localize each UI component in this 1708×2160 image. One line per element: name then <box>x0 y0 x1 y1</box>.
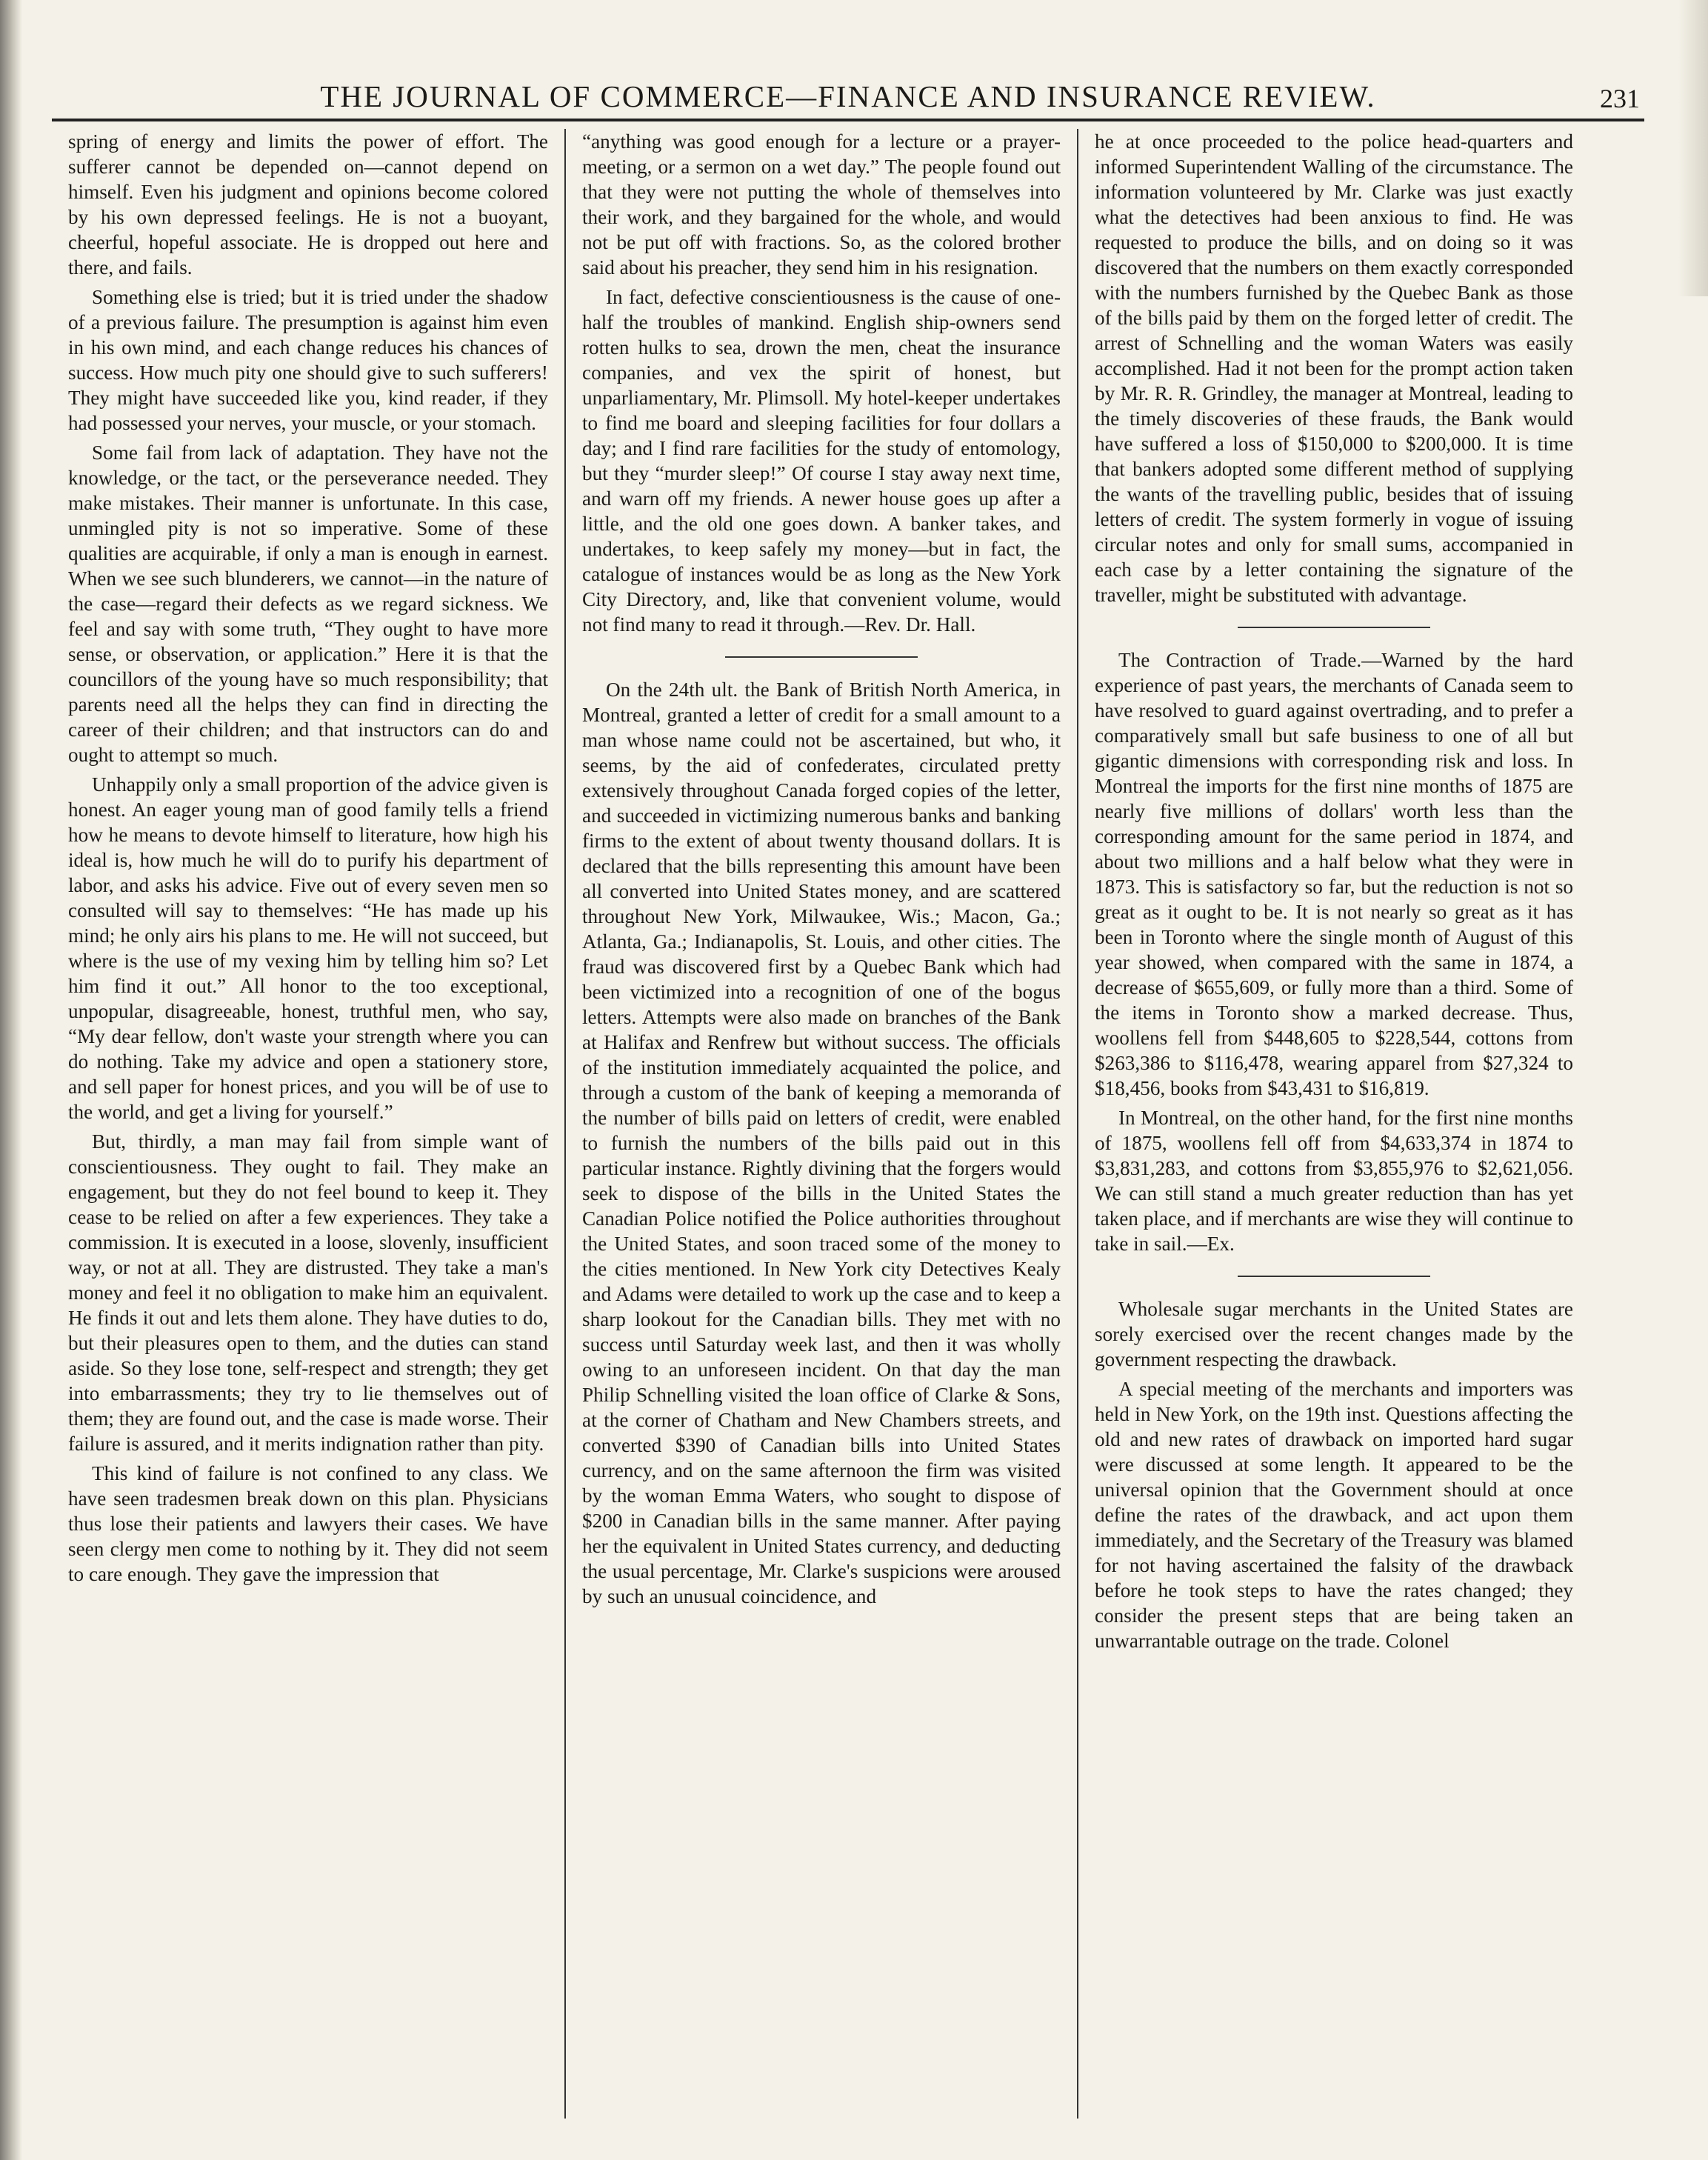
scan-edge-right <box>1678 0 1708 296</box>
column-1 <box>52 129 564 2119</box>
paragraph: A special meeting of the merchants and importers was held in New York, on the 19th inst. Questions affecting the old and new rates of drawback on imported hard sugar were discussed at some length. It appeared to be the universal opinion that the Government should at once define the rates of the drawback, and act upon them immediately, and the Secretary of the Treasury was blamed for not having ascertained the falsity of the drawback before he took steps to have the rates changed; they consider the present steps that are being taken an unwarrantable outrage on the trade. Colonel <box>1095 1378 1573 1652</box>
paragraph: The Contraction of Trade.—Warned by the hard experience of past years, the merchants of Canada seem to have resolved to guard against overtrading, and to prefer a comparatively small but safe business to one of all but gigantic dimensions with corresponding risk and loss. In Montreal the imports for the first nine months of 1875 are nearly five millions of dollars' worth less than the corresponding amount for the same period in 1874, and about two millions and a half below what they were in 1873. This is satisfactory so far, but the reduction is not so great as it ought to be. It is not nearly so great as it has been in Toronto where the single month of August of this year showed, when compared with the same in 1874, a decrease of $655,609, or fully more than a third. Some of the items in Toronto show a marked decrease. Thus, woollens fell from $448,605 to $228,544, cottons from $263,386 to $116,478, wearing apparel from $27,324 to $18,456, books from $43,431 to $16,819. <box>1095 649 1573 1099</box>
paragraph: On the 24th ult. the Bank of British North America, in Montreal, granted a letter of credit for a small amount to a man whose name could not be ascertained, but who, it seems, by the aid of confederates, circulated pretty extensively throughout Canada forged copies of the letter, and succeeded in victimizing numerous banks and banking firms to the extent of about twenty thousand dollars. It is declared that the bills representing this amount have been all converted into United States money, and are scattered throughout New York, Milwaukee, Wis.; Macon, Ga.; Atlanta, Ga.; Indianapolis, St. Louis, and other cities. The fraud was discovered first by a Quebec Bank which had been victimized into a recognition of one of the bogus letters. Attempts were also made on branches of the Bank at Halifax and Renfrew but without success. The officials of the institution immediately acquainted the police, and through a custom of the bank of keeping a memoranda of the number of bills paid on letters of credit, were enabled to furnish the numbers of the bills paid out in this particular instance. Rightly divining that the forgers would seek to dispose of the bills in the United States the Canadian Police notified the Police authorities throughout the United States, and soon traced some of the money to the cities mentioned. In New York city Detectives Kealy and Adams were detailed to work up the case and to keep a sharp lookout for the Canadian bills. They met with no success until Saturday week last, and then it was wholly owing to an unforeseen incident. On that day the man Philip Schnelling visited the loan office of Clarke & Sons, at the corner of Chatham and New Chambers streets, and converted $390 of Canadian bills into United States currency, and on the same afternoon the firm was visited by the woman Emma Waters, who sought to dispose of $200 in Canadian bills in the same manner. After paying her the equivalent in United States currency, and deducting the usual percentage, Mr. Clarke's suspicions were aroused by such an unusual coincidence, and <box>582 679 1061 1607</box>
paragraph: In fact, defective conscientiousness is the cause of one-half the troubles of mankind. English ship-owners send rotten hulks to sea, drown the men, cheat the insurance companies, and vex the spirit of honest, but unparliamentary, Mr. Plimsoll. My hotel-keeper undertakes to find me board and sleeping facilities for four dollars a day; and I find rare facilities for the study of entomology, but they “murder sleep!” Of course I stay away next time, and warn off my friends. A newer house goes up after a little, and the old one goes down. A banker takes, and undertakes, to keep safely my money—but in fact, the catalogue of instances would be as long as the New York City Directory, and, like that convenient volume, would not find many to read it through.—Rev. Dr. Hall. <box>582 286 1061 636</box>
column-3 <box>1077 129 1589 2119</box>
paragraph: But, thirdly, a man may fail from simple want of conscientiousness. They ought to fail. They make an engagement, but they do not feel bound to keep it. They cease to be relied on after a few experiences. They take a commission. It is executed in a loose, slovenly, insufficient way, or not at all. They are distrusted. They take a man's money and feel it no obligation to make him an equivalent. He finds it out and lets them alone. They have duties to do, but their pleasures open to them, and the duties can stand aside. So they lose tone, self-respect and strength; they get into embarrassments; they try to lie themselves out of them; they are found out, and the case is made worse. Their failure is assured, and it merits indignation rather than pity. <box>68 1130 549 1455</box>
page-header <box>52 67 1644 121</box>
paragraph: This kind of failure is not confined to any class. We have seen tradesmen break down on this plan. Physicians thus lose their patients and lawyers their cases. We have seen clergy men come to nothing by it. They did not seem to care enough. They gave the impression that <box>68 1462 548 1585</box>
newspaper-page <box>52 67 1644 2119</box>
page-number: 231 <box>1600 84 1640 113</box>
section-divider <box>1238 1276 1430 1277</box>
paragraph: Wholesale sugar merchants in the United States are sorely exercised over the recent changes made by the government respecting the drawback. <box>1095 1298 1573 1370</box>
paragraph: In Montreal, on the other hand, for the first nine months of 1875, woollens fell off from $4,633,374 in 1874 to $3,831,283, and cottons from $3,855,976 to $2,621,056. We can still stand a much greater reduction than has yet taken place, and if merchants are wise they will continue to take in sail.—Ex. <box>1095 1107 1573 1255</box>
paragraph: Some fail from lack of adaptation. They have not the knowledge, or the tact, or the perseverance needed. They make mistakes. Their manner is unfortunate. In this case, unmingled pity is not so imperative. Some of these qualities are acquirable, if only a man is enough in earnest. When we see such blunderers, we cannot—in the nature of the case—regard their defects as we regard sickness. We feel and say with some truth, “They ought to have more sense, or observation, or application.” Here it is that the councillors of the young have so much responsibility; that parents need all the helps they can find in directing the career of their children; and that instructors can do and ought to attempt so much. <box>68 441 548 766</box>
text-columns <box>52 129 1644 2119</box>
scan-edge-shadow <box>0 0 22 2160</box>
section-divider <box>1238 627 1430 628</box>
paragraph: he at once proceeded to the police head-quarters and informed Superintendent Walling of the circumstance. The information volunteered by Mr. Clarke was just exactly what the detectives had been anxious to find. He was requested to produce the bills, and on doing so it was discovered that the numbers on them exactly corresponded with the numbers furnished by the Quebec Bank as those of the bills paid by them on the forged letter of credit. The arrest of Schnelling and the woman Waters was easily accomplished. Had it not been for the prompt action taken by Mr. R. R. Grindley, the manager at Montreal, leading to the timely discoveries of these frauds, the Bank would have suffered a loss of $150,000 to $200,000. It is time that bankers adopted some different method of supplying the wants of the travelling public, besides that of issuing letters of credit. The system formerly in vogue of issuing circular notes and only for small sums, accompanied in each case by a letter containing the signature of the traveller, might be substituted with advantage. <box>1095 130 1573 606</box>
paragraph: Something else is tried; but it is tried under the shadow of a previous failure. The presumption is against him even in his own mind, and each change reduces his chances of success. How much pity one should give to such sufferers! They might have succeeded like you, kind reader, if they had possessed your nerves, your muscle, or your stomach. <box>68 286 548 434</box>
paragraph: Unhappily only a small proportion of the advice given is honest. An eager young man of good family tells a friend how he means to devote himself to literature, how high his ideal is, how much he will do to purify his department of labor, and asks his advice. Five out of every seven men so consulted will say to themselves: “He has made up his mind; he only airs his plans to me. He will not succeed, but where is the use of my vexing him by telling him so? Let him find it out.” All honor to the too exceptional, unpopular, disagreeable, honest, truthful men, who say, “My dear fellow, don't waste your strength where you can do nothing. Take my advice and open a stationery store, and sell paper for honest prices, and you will be of use to the world, and get a living for yourself.” <box>68 773 548 1123</box>
journal-title: THE JOURNAL OF COMMERCE—FINANCE AND INSURANCE REVIEW. <box>320 79 1376 113</box>
paragraph: spring of energy and limits the power of effort. The sufferer cannot be depended on—cannot depend on himself. Even his judgment and opinions become colored by his own depressed feelings. He is not a buoyant, cheerful, hopeful associate. He is dropped out here and there, and fails. <box>68 130 548 279</box>
section-divider <box>725 656 918 658</box>
paragraph: “anything was good enough for a lecture or a prayer-meeting, or a sermon on a wet day.” The people found out that they were not putting the whole of themselves into their work, and they bargained for the whole, and would not be put off with fractions. So, as the colored brother said about his preacher, they send him in his resignation. <box>582 130 1061 279</box>
column-2 <box>564 129 1077 2119</box>
